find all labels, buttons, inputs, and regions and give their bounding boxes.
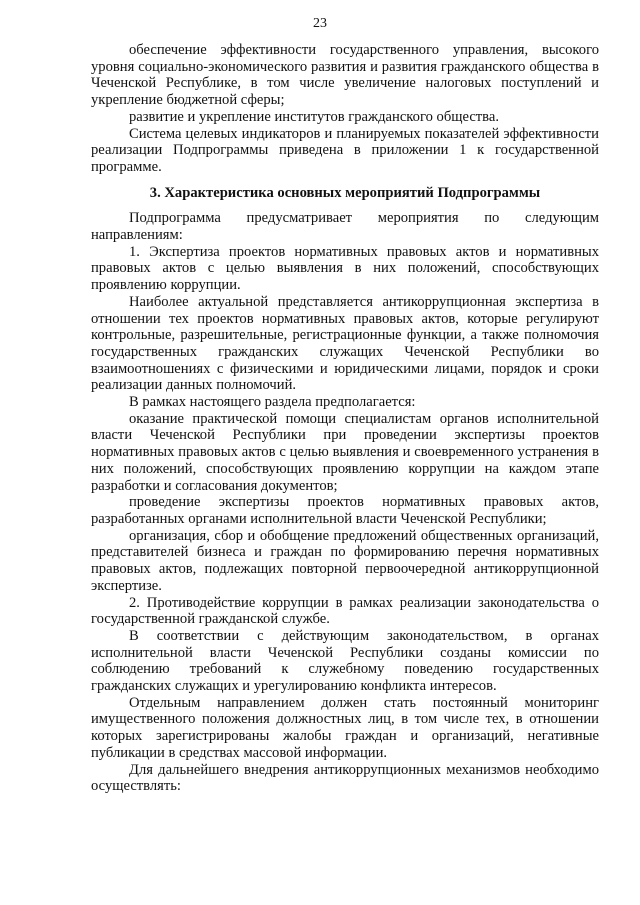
page-number: 23 bbox=[313, 16, 327, 31]
section-heading: 3. Характеристика основных мероприятий Подпрограммы bbox=[149, 184, 541, 201]
paragraph: Система целевых индикаторов и планируемых показателей эффективности реализации Подпрограммы приведена в приложении 1 к государственной программе. bbox=[91, 125, 599, 175]
paragraph: развитие и укрепление институтов гражданского общества. bbox=[129, 108, 500, 125]
paragraph: В соответствии с действующим законодательством, в органах исполнительной власти Чеченской Республики созданы комиссии по соблюдению требований к служебному поведению государственных гражданских служащих и урегулированию конфликта интересов. bbox=[91, 627, 599, 695]
paragraph: Отдельным направлением должен стать постоянный мониторинг имущественного положения должностных лиц, в том числе тех, в отношении которых зарегистрированы жалобы граждан и организаций, негативные публикации в средствах массовой информации. bbox=[91, 694, 599, 761]
paragraph: 1. Экспертиза проектов нормативных правовых актов и нормативных правовых актов с целью выявления в них положений, способствующих проявлению коррупции. bbox=[91, 243, 599, 294]
paragraph: Для дальнейшего внедрения антикоррупционных механизмов необходимо осуществлять: bbox=[91, 761, 599, 795]
paragraph: Наиболее актуальной представляется антикоррупционная экспертиза в отношении тех проектов нормативных правовых актов, которые регулируют контрольные, разрешительные, регистрационные функции, а также полномочия государственных гражданских служащих Чеченской Республики во взаимоотношениях с физическими и юридическими лицами, порядок и сроки реализации данных полномочий. bbox=[91, 293, 599, 394]
paragraph: В рамках настоящего раздела предполагается: bbox=[129, 394, 416, 411]
paragraph: оказание практической помощи специалистам органов исполнительной власти Чеченской Республики при проведении экспертизы проектов нормативных правовых актов с целью выявления и своевременного устранения в них положений, способствующих проявлению коррупции на каждом этапе разработки и согласования документов; bbox=[91, 410, 599, 494]
paragraph: проведение экспертизы проектов нормативных правовых актов, разработанных органами исполнительной власти Чеченской Республики; bbox=[91, 494, 599, 527]
document-body bbox=[91, 42, 599, 795]
paragraph: обеспечение эффективности государственного управления, высокого уровня социально-экономического развития и развития гражданского общества в Чеченской Республике, в том числе увеличение налоговых поступлений и укрепление бюджетной сферы; bbox=[91, 42, 599, 109]
paragraph: организация, сбор и обобщение предложений общественных организаций, представителей бизнеса и граждан по формированию перечня нормативных правовых актов, подлежащих повторной первоочередной антикоррупционной экспертизе. bbox=[91, 527, 599, 594]
paragraph: Подпрограмма предусматривает мероприятия по следующим направлениям: bbox=[91, 210, 599, 244]
paragraph: 2. Противодействие коррупции в рамках реализации законодательства о государственной гражданской службе. bbox=[91, 594, 599, 628]
